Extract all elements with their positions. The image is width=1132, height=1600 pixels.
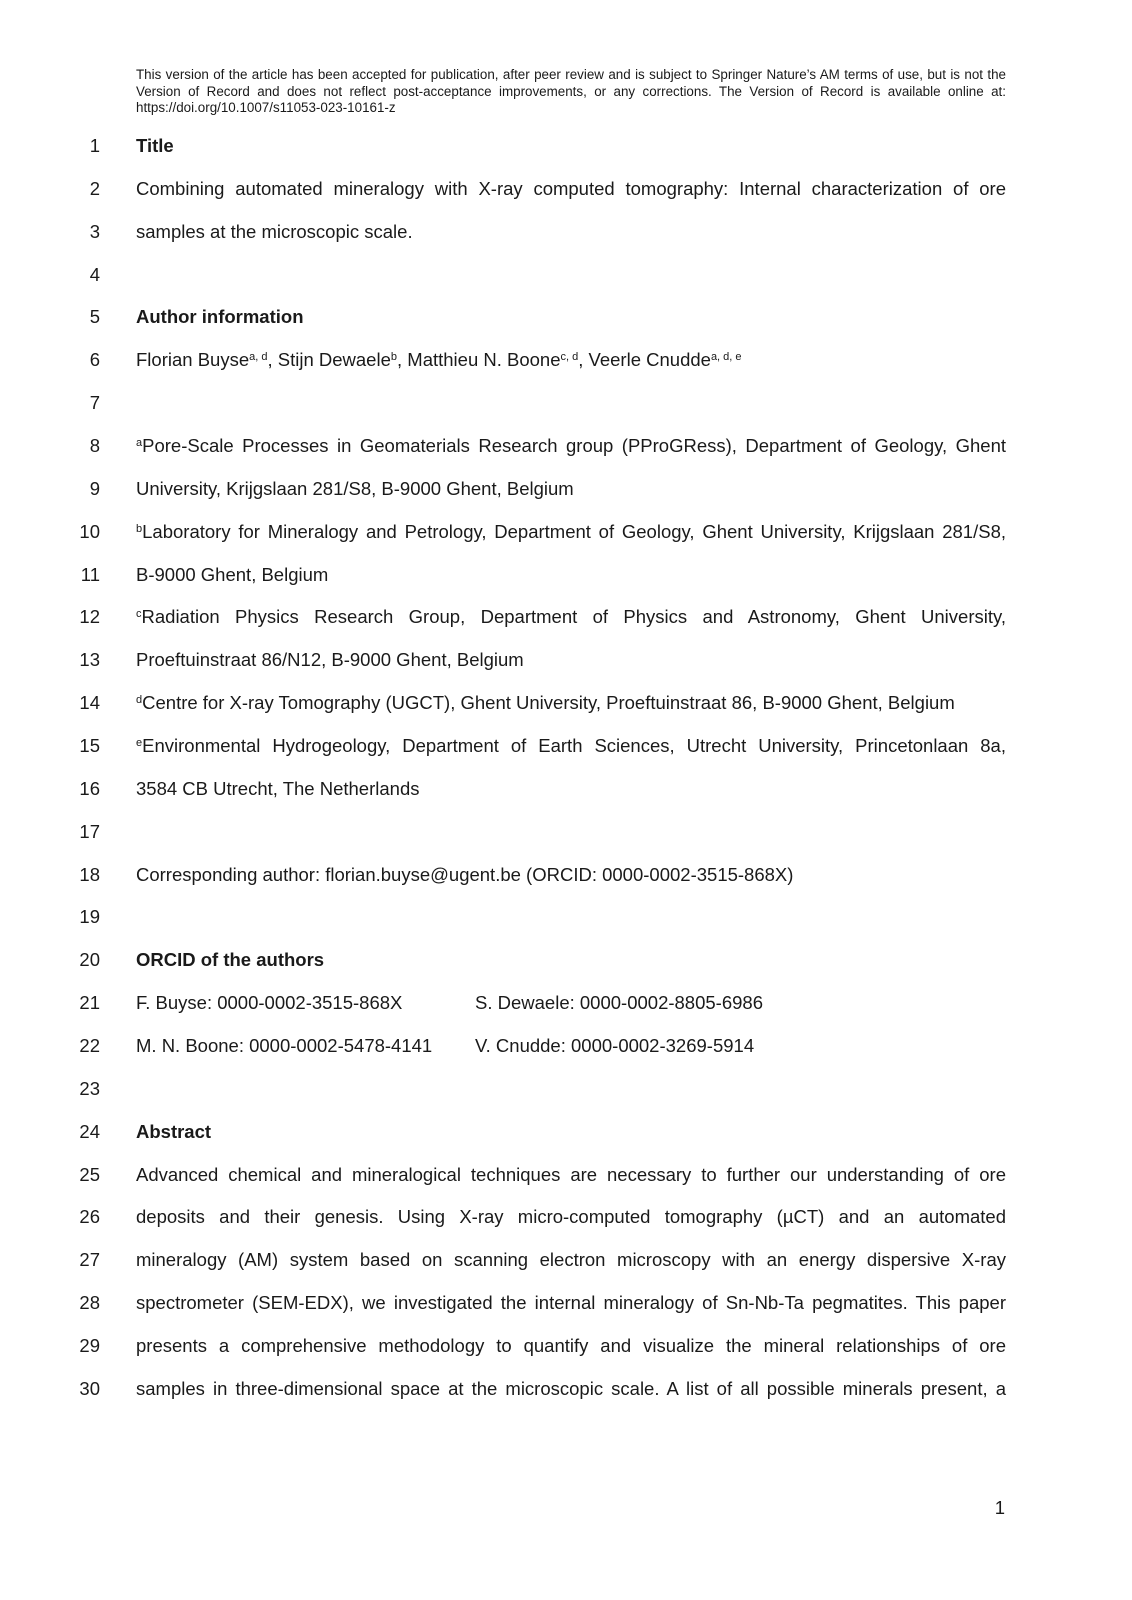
manuscript-line <box>0 602 1132 632</box>
line-number: 6 <box>89 349 100 370</box>
affiliation-text: 3584 CB Utrecht, The Netherlands <box>136 778 420 799</box>
publication-notice: This version of the article has been accepted for publication, after peer review and is subject to Springer Nature’s AM terms of use, but is not the Version of Record and does not reflect post-acceptance improvements, or any corrections. The Version of Record is available online at: https://doi.org/10.1007/s11053-023-10161-z <box>136 67 1006 115</box>
manuscript-line <box>0 688 1132 718</box>
line-number: 11 <box>80 564 100 585</box>
manuscript-line <box>0 560 1132 590</box>
manuscript-line <box>0 131 1132 161</box>
line-number: 20 <box>79 949 100 970</box>
affiliation-marker: d <box>136 694 143 706</box>
manuscript-line <box>0 345 1132 375</box>
manuscript-line <box>0 902 1132 932</box>
manuscript-line <box>0 1331 1132 1361</box>
manuscript-line <box>0 860 1132 890</box>
affiliation-text: B-9000 Ghent, Belgium <box>136 564 329 585</box>
line-number: 16 <box>79 778 100 799</box>
line-number: 27 <box>79 1249 100 1270</box>
line-number: 4 <box>89 264 100 285</box>
manuscript-line <box>0 1074 1132 1104</box>
orcid-row <box>136 1031 1006 1061</box>
line-number: 12 <box>79 606 100 627</box>
paper-title-line: samples at the microscopic scale. <box>136 221 413 242</box>
affiliation-marker: b <box>390 351 397 363</box>
author-name: Veerle Cnudde <box>588 349 711 370</box>
line-number: 23 <box>79 1078 100 1099</box>
affiliation-text: $^e$Environmental Hydrogeology, Department of Earth Sciences, Utrecht University, Princetonlaan 8a, <box>136 735 1006 756</box>
abstract-line: Advanced chemical and mineralogical techniques are necessary to further our understanding of ore <box>136 1164 1006 1185</box>
affiliation-marker: a, d <box>249 351 268 363</box>
abstract-line: deposits and their genesis. Using X-ray micro-computed tomography (µCT) and an automated <box>136 1206 1006 1227</box>
manuscript-line <box>0 388 1132 418</box>
manuscript-line <box>0 645 1132 675</box>
affiliation-text: $^c$Radiation Physics Research Group, Department of Physics and Astronomy, Ghent University, <box>136 606 1006 627</box>
line-number: 3 <box>89 221 100 242</box>
line-number: 22 <box>79 1035 100 1056</box>
section-heading-abstract: Abstract <box>136 1121 212 1142</box>
orcid-row <box>136 988 1006 1018</box>
author-list: Florian Buyse$^{a, d}$, Stijn Dewaele$^b$, Matthieu N. Boone$^{c, d}$, Veerle Cnudde$^{a, d, e}$ <box>136 349 742 370</box>
line-number: 9 <box>89 478 100 499</box>
line-number: 29 <box>79 1335 100 1356</box>
manuscript-line <box>0 174 1132 204</box>
manuscript-line <box>0 731 1132 761</box>
affiliation-text: $^b$Laboratory for Mineralogy and Petrology, Department of Geology, Ghent University, Krijgslaan 281/S8, <box>136 521 1006 542</box>
paper-title-line: Combining automated mineralogy with X-ray computed tomography: Internal characterization of ore <box>136 178 1006 199</box>
line-number: 2 <box>89 178 100 199</box>
author-name: Stijn Dewaele <box>277 349 391 370</box>
manuscript-line <box>0 302 1132 332</box>
line-number: 8 <box>89 435 100 456</box>
orcid-entry: V. Cnudde: 0000-0002-3269-5914 <box>475 1035 755 1056</box>
manuscript-line <box>0 517 1132 547</box>
page-number: 1 <box>994 1497 1005 1518</box>
line-number: 14 <box>79 692 100 713</box>
manuscript-line <box>0 1202 1132 1232</box>
abstract-line: presents a comprehensive methodology to quantify and visualize the mineral relationships of ore <box>136 1335 1006 1356</box>
author-name: Florian Buyse <box>136 349 250 370</box>
manuscript-line <box>0 988 1132 1018</box>
line-number: 15 <box>79 735 100 756</box>
manuscript-line <box>0 1374 1132 1404</box>
manuscript-line <box>0 217 1132 247</box>
manuscript-line <box>0 431 1132 461</box>
line-number: 19 <box>79 906 100 927</box>
section-heading-author-information: Author information <box>136 306 304 327</box>
affiliation-marker: a <box>136 437 143 449</box>
affiliation-marker: c, d <box>560 351 579 363</box>
affiliation-text: Proeftuinstraat 86/N12, B-9000 Ghent, Belgium <box>136 649 524 670</box>
orcid-entry: M. N. Boone: 0000-0002-5478-4141 <box>136 1035 433 1056</box>
manuscript-line <box>0 1245 1132 1275</box>
affiliation-text: $^d$Centre for X-ray Tomography (UGCT), Ghent University, Proeftuinstraat 86, B-9000 Ghent, Belgium <box>136 692 955 713</box>
orcid-entry: S. Dewaele: 0000-0002-8805-6986 <box>475 992 763 1013</box>
line-number: 28 <box>79 1292 100 1313</box>
manuscript-line <box>0 474 1132 504</box>
line-number: 1 <box>89 135 100 156</box>
affiliation-marker: a, d, e <box>710 351 742 363</box>
affiliation-marker: c <box>136 608 142 620</box>
affiliation-text: $^a$Pore-Scale Processes in Geomaterials Research group (PProGRess), Department of Geology, Ghent <box>136 435 1006 456</box>
manuscript-line <box>0 1117 1132 1147</box>
manuscript-line <box>0 260 1132 290</box>
line-number: 24 <box>79 1121 100 1142</box>
abstract-line: mineralogy (AM) system based on scanning electron microscopy with an energy dispersive X-ray <box>136 1249 1006 1270</box>
line-number: 21 <box>79 992 100 1013</box>
affiliation-text: University, Krijgslaan 281/S8, B-9000 Ghent, Belgium <box>136 478 574 499</box>
line-number: 30 <box>79 1378 100 1399</box>
line-number: 7 <box>89 392 100 413</box>
manuscript-line <box>0 774 1132 804</box>
line-number: 26 <box>79 1206 100 1227</box>
section-heading-orcid: ORCID of the authors <box>136 949 325 970</box>
line-number: 17 <box>79 821 100 842</box>
line-number: 18 <box>79 864 100 885</box>
affiliation-marker: b <box>136 523 143 535</box>
manuscript-line <box>0 945 1132 975</box>
line-number: 5 <box>89 306 100 327</box>
abstract-line: samples in three-dimensional space at the microscopic scale. A list of all possible minerals present, a <box>136 1378 1006 1399</box>
line-number: 10 <box>79 521 100 542</box>
affiliation-marker: e <box>136 737 143 749</box>
line-number: 25 <box>79 1164 100 1185</box>
manuscript-line <box>0 1288 1132 1318</box>
line-number: 13 <box>79 649 100 670</box>
manuscript-line <box>0 1031 1132 1061</box>
manuscript-line <box>0 817 1132 847</box>
section-heading-title: Title <box>136 135 174 156</box>
manuscript-line <box>0 1160 1132 1190</box>
abstract-line: spectrometer (SEM-EDX), we investigated the internal mineralogy of Sn-Nb-Ta pegmatites. This paper <box>136 1292 1006 1313</box>
author-name: Matthieu N. Boone <box>407 349 561 370</box>
orcid-entry: F. Buyse: 0000-0002-3515-868X <box>136 992 403 1013</box>
corresponding-author: Corresponding author: florian.buyse@ugent.be (ORCID: 0000-0002-3515-868X) <box>136 864 794 885</box>
